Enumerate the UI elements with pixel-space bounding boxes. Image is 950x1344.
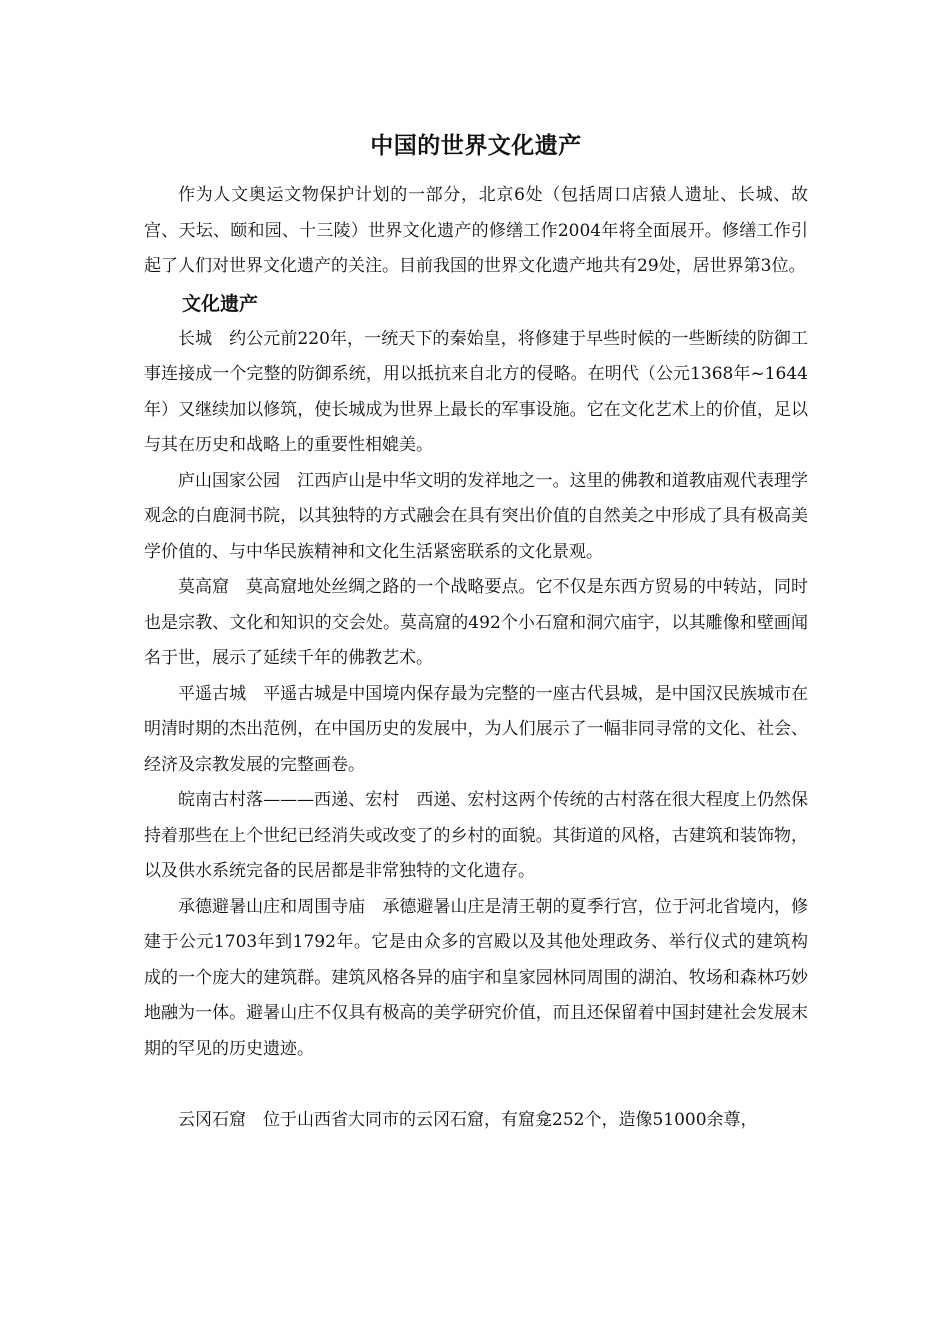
entry-text: 平遥古城是中国境内保存最为完整的一座古代县城，是中国汉民族城市在明清时期的杰出范例，在中国历史的发展中，为人们展示了一幅非同寻常的文化、社会、经济及宗教发展的完整画卷。 [144, 683, 809, 775]
heritage-entry [144, 322, 808, 464]
entry-text: 承德避暑山庄是清王朝的夏季行宫，位于河北省境内，修建于公元1703年到1792年。它是由众多的宫殿以及其他处理政务、举行仪式的建筑构成的一个庞大的建筑群。建筑风格各异的庙宇和皇家园林同周围的湖泊、牧场和森林巧妙地融为一体。避暑山庄不仅具有极高的美学研究价值，而且还保留着中国封建社会发展末期的罕见的历史遗迹。 [144, 896, 809, 1059]
entry-name: 承德避暑山庄和周围寺庙 [178, 896, 366, 917]
paragraph-gap [144, 1067, 808, 1103]
entry-text: 位于山西省大同市的云冈石窟，有窟龛252个，造像51000余尊， [263, 1110, 758, 1130]
heritage-entry [144, 570, 808, 677]
heritage-entry [144, 1103, 808, 1139]
heritage-entry [144, 783, 808, 890]
section-heading: 文化遗产 [182, 292, 259, 315]
heritage-entry [144, 677, 808, 784]
entry-text: 西递、宏村这两个传统的古村落在很大程度上仍然保持着那些在上个世纪已经消失或改变了的乡村的面貌。其街道的风格，古建筑和装饰物，以及供水系统完备的民居都是非常独特的文化遗存。 [144, 790, 809, 881]
entry-name: 云冈石窟 [178, 1110, 246, 1130]
document-body [144, 128, 808, 1139]
entry-name: 皖南古村落———西递、宏村 [178, 790, 400, 810]
entry-text: 江西庐山是中华文明的发祥地之一。这里的佛教和道教庙观代表理学观念的白鹿洞书院，以其独特的方式融会在具有突出价值的自然美之中形成了具有极高美学价值的、与中华民族精神和文化生活紧密联系的文化景观。 [144, 470, 808, 562]
heritage-entry [144, 464, 808, 571]
intro-paragraph: 作为人文奥运文物保护计划的一部分，北京6处（包括周口店猿人遗址、长城、故宫、天坛、颐和园、十三陵）世界文化遗产的修缮工作2004年将全面展开。修缮工作引起了人们对世界文化遗产的关注。目前我国的世界文化遗产地共有29处，居世界第3位。 [144, 185, 808, 276]
entry-text: 约公元前220年，一统天下的秦始皇，将修建于早些时候的一些断续的防御工事连接成一个完整的防御系统，用以抵抗来自北方的侵略。在明代（公元1368年~1644年）又继续加以修筑，使长城成为世界上最长的军事设施。它在文化艺术上的价值，足以与其在历史和战略上的重要性相媲美。 [144, 328, 808, 455]
entry-name: 长城 [178, 328, 213, 349]
document-title: 中国的世界文化遗产 [370, 133, 582, 159]
entry-name: 平遥古城 [178, 683, 247, 704]
entry-name: 莫高窟 [178, 577, 230, 597]
heritage-entry [144, 890, 808, 1068]
entry-name: 庐山国家公园 [178, 470, 281, 491]
entry-text: 莫高窟地处丝绸之路的一个战略要点。它不仅是东西方贸易的中转站，同时也是宗教、文化和知识的交会处。莫高窟的492个小石窟和洞穴庙宇，以其雕像和壁画闻名于世，展示了延续千年的佛教艺术。 [144, 577, 809, 668]
